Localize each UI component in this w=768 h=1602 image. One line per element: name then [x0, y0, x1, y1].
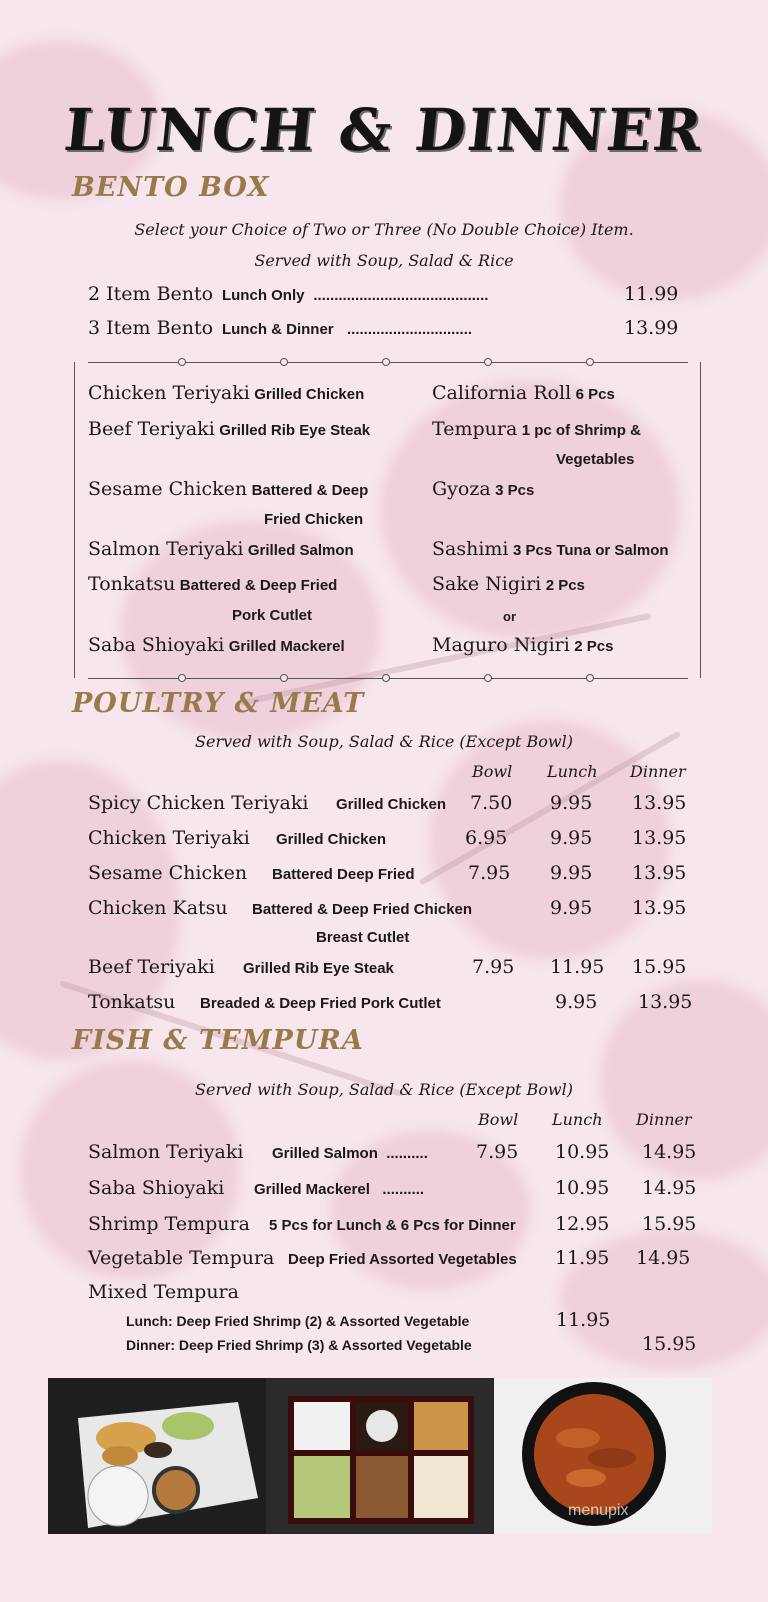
price-lunch: 12.95	[555, 1213, 610, 1235]
poultry-col-lunch: Lunch	[547, 762, 598, 781]
bento-choice-left: Beef Teriyaki Grilled Rib Eye Steak	[88, 418, 371, 440]
section-heading-bento: BENTO BOX	[72, 172, 270, 203]
menu-item-desc: Dinner: Deep Fried Shrimp (3) & Assorted Vegetable	[126, 1337, 472, 1353]
price-bowl: 7.95	[476, 1141, 519, 1163]
menu-item-desc2: Breast Cutlet	[316, 929, 410, 946]
bento-photo	[266, 1378, 494, 1534]
menu-item-desc: Grilled Chicken	[336, 796, 447, 813]
bento-choice-left-desc2: Fried Chicken	[264, 511, 364, 528]
frame-ornament	[382, 674, 390, 682]
menu-item-name: Shrimp Tempura	[88, 1213, 250, 1235]
bento-subtitle-choice: Select your Choice of Two or Three (No Double Choice) Item.	[134, 220, 634, 239]
bento-frame-left	[74, 362, 75, 678]
price-dinner: 15.95	[632, 956, 687, 978]
fish-col-bowl: Bowl	[478, 1110, 519, 1129]
price-bowl: 7.95	[468, 862, 511, 884]
bento-choice-right: Gyoza 3 Pcs	[432, 478, 535, 500]
bento-choice-right: Tempura 1 pc of Shrimp &	[432, 418, 641, 440]
price-bowl: 6.95	[465, 827, 508, 849]
menu-item-name: Salmon Teriyaki	[88, 1141, 244, 1163]
price-dinner: 14.95	[642, 1141, 697, 1163]
price-lunch: 9.95	[550, 792, 593, 814]
bento-option-3: 3 Item Bento Lunch & Dinner ..............................	[88, 317, 473, 339]
fish-subtitle: Served with Soup, Salad & Rice (Except Bowl)	[195, 1080, 573, 1099]
bento-choice-right: California Roll 6 Pcs	[432, 382, 615, 404]
price-lunch: 10.95	[555, 1141, 610, 1163]
menu-item-desc: Breaded & Deep Fried Pork Cutlet	[200, 995, 441, 1012]
bento-choice-right: Sashimi 3 Pcs Tuna or Salmon	[432, 538, 669, 560]
price-lunch: 9.95	[550, 827, 593, 849]
menu-item-name: Chicken Teriyaki	[88, 827, 250, 849]
menu-item-desc: Grilled Rib Eye Steak	[243, 960, 394, 977]
poultry-subtitle: Served with Soup, Salad & Rice (Except Bowl)	[195, 732, 573, 751]
menu-item-name: Vegetable Tempura	[88, 1247, 275, 1269]
frame-ornament	[178, 674, 186, 682]
price-dinner: 13.95	[632, 792, 687, 814]
menu-item-name: Sesame Chicken	[88, 862, 248, 884]
price-dinner: 13.95	[638, 991, 693, 1013]
bento-or-label: or	[503, 609, 516, 624]
menu-item-desc: Lunch: Deep Fried Shrimp (2) & Assorted Vegetable	[126, 1313, 470, 1329]
menu-item-name: Saba Shioyaki	[88, 1177, 225, 1199]
section-heading-poultry: POULTRY & MEAT	[72, 688, 365, 719]
menu-item-desc: Grilled Salmon ..........	[272, 1145, 428, 1162]
price-dinner: 15.95	[642, 1213, 697, 1235]
menu-item-name: Tonkatsu	[88, 991, 176, 1013]
menu-item-name: Spicy Chicken Teriyaki	[88, 792, 309, 814]
price-dinner: 14.95	[636, 1247, 691, 1269]
frame-ornament	[280, 674, 288, 682]
price-bowl: 7.50	[470, 792, 513, 814]
bento-subtitle-served: Served with Soup, Salad & Rice	[254, 251, 514, 270]
menu-item-name: Mixed Tempura	[88, 1281, 239, 1303]
frame-ornament	[484, 358, 492, 366]
watermark-text: menupix	[568, 1502, 629, 1519]
tempura-photo	[48, 1378, 266, 1534]
frame-ornament	[178, 358, 186, 366]
price-lunch: 9.95	[550, 862, 593, 884]
bento-option-3-price: 13.99	[624, 317, 679, 339]
menu-item-desc: Battered & Deep Fried Chicken	[252, 901, 473, 918]
fish-col-dinner: Dinner	[636, 1110, 692, 1129]
poultry-col-bowl: Bowl	[472, 762, 513, 781]
price-bowl: 7.95	[472, 956, 515, 978]
bento-choice-left: Chicken Teriyaki Grilled Chicken	[88, 382, 365, 404]
price-dinner: 13.95	[632, 897, 687, 919]
frame-ornament	[586, 674, 594, 682]
menu-item-name: Beef Teriyaki	[88, 956, 215, 978]
bento-choice-right-desc2: Vegetables	[556, 451, 635, 468]
price-lunch: 9.95	[555, 991, 598, 1013]
bento-choice-left: Sesame Chicken Battered & Deep	[88, 478, 369, 500]
bento-frame-right	[700, 362, 701, 678]
spicy-chicken-bowl-photo	[494, 1378, 712, 1534]
price-lunch: 10.95	[555, 1177, 610, 1199]
frame-ornament	[382, 358, 390, 366]
price-dinner: 13.95	[632, 862, 687, 884]
bento-choice-left-desc2: Pork Cutlet	[232, 607, 313, 624]
price-lunch: 11.95	[556, 1309, 611, 1331]
bento-choice-left: Tonkatsu Battered & Deep Fried	[88, 573, 338, 595]
section-heading-fish: FISH & TEMPURA	[72, 1025, 364, 1056]
price-dinner: 15.95	[642, 1333, 697, 1355]
frame-ornament	[484, 674, 492, 682]
price-lunch: 9.95	[550, 897, 593, 919]
fish-col-lunch: Lunch	[552, 1110, 603, 1129]
menu-item-desc: Grilled Mackerel ..........	[254, 1181, 425, 1198]
bento-choice-left: Salmon Teriyaki Grilled Salmon	[88, 538, 354, 560]
price-lunch: 11.95	[555, 1247, 610, 1269]
bento-option-2: 2 Item Bento Lunch Only ..........................................	[88, 283, 489, 305]
price-dinner: 13.95	[632, 827, 687, 849]
frame-ornament	[586, 358, 594, 366]
menu-item-desc: Deep Fried Assorted Vegetables	[288, 1251, 517, 1268]
page-title: LUNCH & DINNER	[61, 96, 707, 164]
price-lunch: 11.95	[550, 956, 605, 978]
poultry-col-dinner: Dinner	[630, 762, 686, 781]
menu-item-desc: Grilled Chicken	[276, 831, 387, 848]
bento-choice-right: Maguro Nigiri 2 Pcs	[432, 634, 614, 656]
menu-item-desc: Battered Deep Fried	[272, 866, 415, 883]
bento-option-2-price: 11.99	[624, 283, 679, 305]
price-dinner: 14.95	[642, 1177, 697, 1199]
bento-choice-right: Sake Nigiri 2 Pcs	[432, 573, 585, 595]
frame-ornament	[280, 358, 288, 366]
menu-item-name: Chicken Katsu	[88, 897, 228, 919]
bento-choice-left: Saba Shioyaki Grilled Mackerel	[88, 634, 345, 656]
menu-item-desc: 5 Pcs for Lunch & 6 Pcs for Dinner	[269, 1217, 516, 1234]
